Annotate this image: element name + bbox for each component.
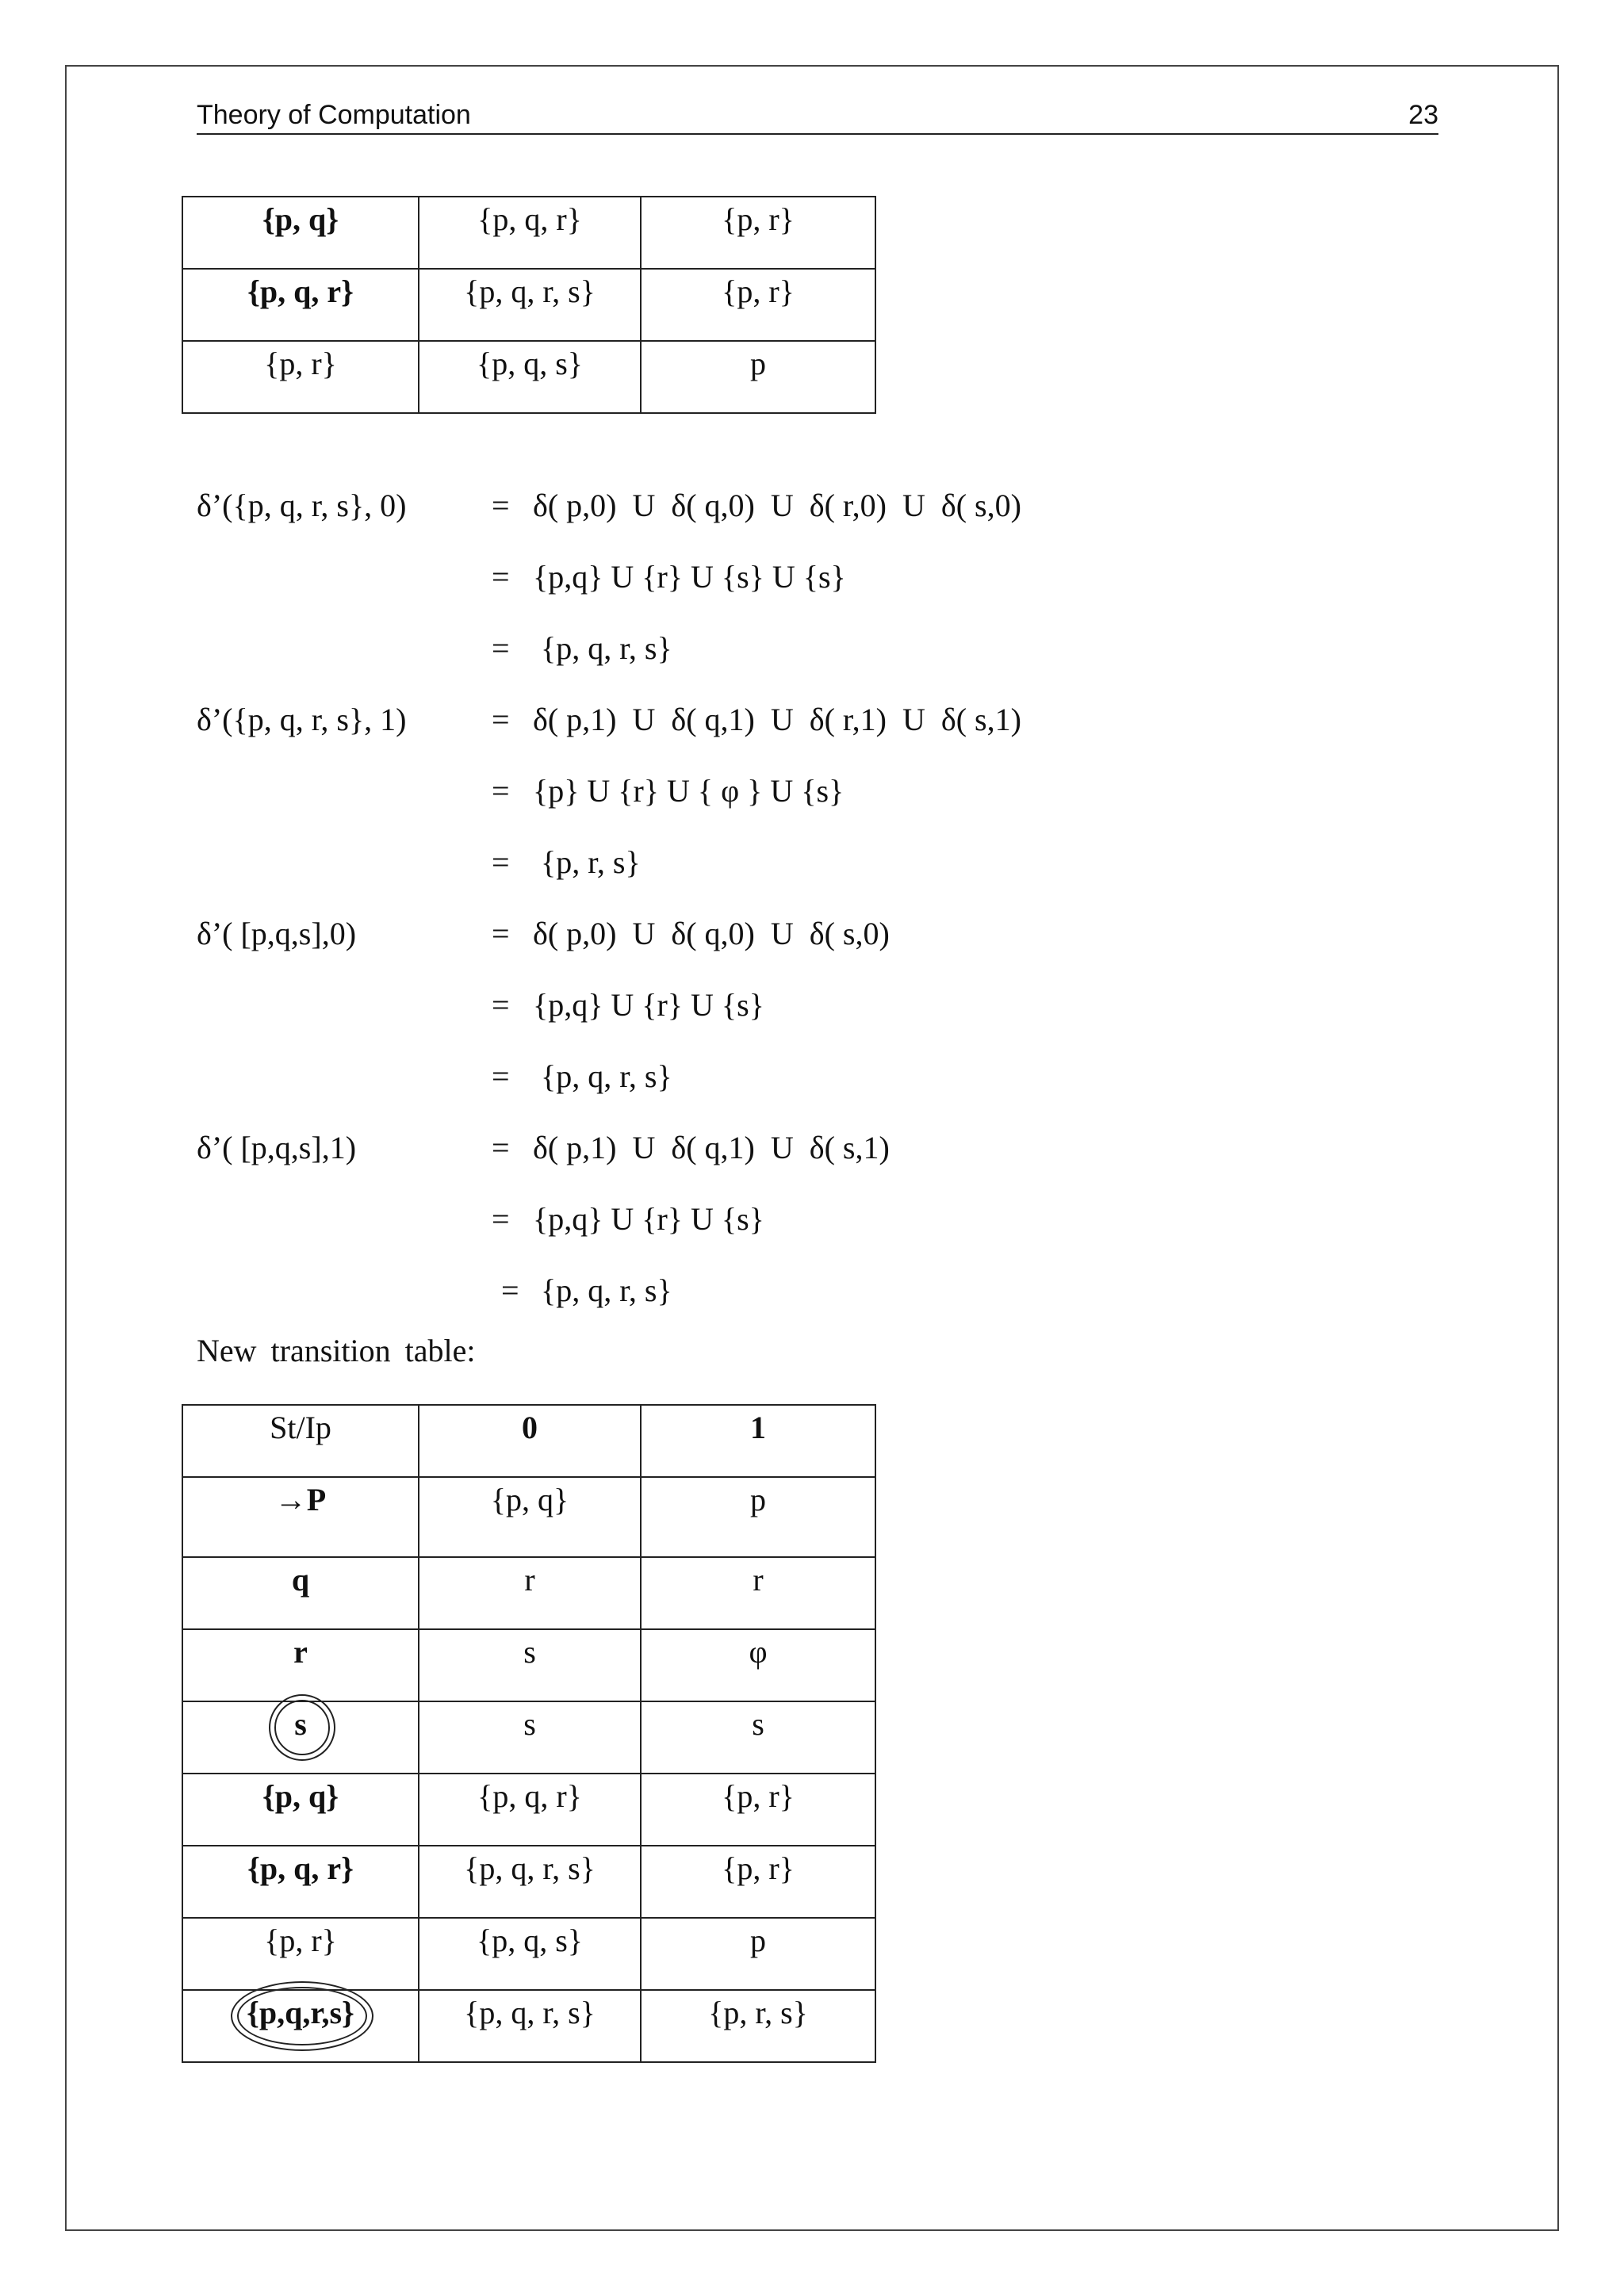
page-number: 23 (1408, 100, 1438, 130)
on0-cell: s (419, 1701, 641, 1774)
on0-cell: {p, q, r} (419, 197, 641, 269)
table-row (182, 269, 875, 341)
on1-cell: s (641, 1701, 875, 1774)
table-row (182, 1846, 875, 1918)
on0-cell: {p, q, r, s} (419, 269, 641, 341)
derivation-step: {p,q} U {r} U {s} (533, 1201, 764, 1237)
on1-cell: p (641, 341, 875, 413)
table-row (182, 341, 875, 413)
derivation-step: δ( p,0) U δ( q,0) U δ( s,0) (533, 916, 890, 951)
on0-cell: {p, q, s} (419, 341, 641, 413)
equals-sign: = (492, 488, 510, 523)
state-cell: {p, r} (182, 341, 419, 413)
header-input-0-cell: 0 (419, 1405, 641, 1477)
on1-cell: p (641, 1477, 875, 1557)
on0-cell: r (419, 1557, 641, 1629)
derivation-step: {p} U {r} U { φ } U {s} (533, 773, 845, 809)
equals-sign: = (501, 1272, 519, 1308)
equals-sign: = (492, 987, 510, 1023)
header-input-1-cell: 1 (641, 1405, 875, 1477)
derivation-step: {p,q} U {r} U {s} U {s} (533, 559, 846, 595)
equals-sign: = (492, 844, 510, 880)
derivation-lhs: δ’({p, q, r, s}, 0) (197, 488, 407, 523)
transition-table-continued (182, 196, 876, 414)
on0-cell: s (419, 1629, 641, 1701)
table-row (182, 1629, 875, 1701)
table-caption: New transition table: (197, 1333, 476, 1368)
on0-cell: {p, q} (419, 1477, 641, 1557)
on0-cell: {p, q, r} (419, 1774, 641, 1846)
derivation-lhs: δ’( [p,q,s],0) (197, 916, 357, 951)
header-state-cell: St/Ip (182, 1405, 419, 1477)
header-title: Theory of Computation (197, 100, 471, 130)
state-cell: q (182, 1557, 419, 1629)
on1-cell: {p, r} (641, 269, 875, 341)
equals-sign: = (492, 702, 510, 737)
equals-sign: = (492, 773, 510, 809)
state-cell: {p, q} (182, 1774, 419, 1846)
on1-cell: φ (641, 1629, 875, 1701)
table-row (182, 1701, 875, 1774)
state-cell: {p, q, r} (182, 1846, 419, 1918)
table-row (182, 197, 875, 269)
table-row (182, 1918, 875, 1990)
derivation-step: {p, r, s} (533, 844, 641, 880)
new-transition-table (182, 1404, 876, 2063)
equals-sign: = (492, 630, 510, 666)
on1-cell: {p, r} (641, 197, 875, 269)
on1-cell: p (641, 1918, 875, 1990)
final-state-marker: s (294, 1706, 307, 1742)
derivation-lhs: δ’( [p,q,s],1) (197, 1130, 357, 1165)
state-cell: {p, q} (182, 197, 419, 269)
derivation-step: δ( p,0) U δ( q,0) U δ( r,0) U δ( s,0) (533, 488, 1021, 523)
on1-cell: r (641, 1557, 875, 1629)
on0-cell: {p, q, r, s} (419, 1846, 641, 1918)
state-cell: r (182, 1629, 419, 1701)
equals-sign: = (492, 1130, 510, 1165)
derivation-lhs: δ’({p, q, r, s}, 1) (197, 702, 407, 737)
state-cell: {p, q, r} (182, 269, 419, 341)
derivation-step: δ( p,1) U δ( q,1) U δ( r,1) U δ( s,1) (533, 702, 1021, 737)
final-state-cell (182, 1701, 419, 1774)
equals-sign: = (492, 559, 510, 595)
running-header (197, 97, 1438, 135)
table-row (182, 1990, 875, 2062)
on1-cell: {p, r} (641, 1846, 875, 1918)
on0-cell: {p, q, s} (419, 1918, 641, 1990)
derivation-step: {p, q, r, s} (533, 1272, 672, 1308)
on1-cell: {p, r, s} (641, 1990, 875, 2062)
derivation-step: {p, q, r, s} (533, 630, 672, 666)
table-row (182, 1774, 875, 1846)
table-header-row (182, 1405, 875, 1477)
equals-sign: = (492, 1058, 510, 1094)
equals-sign: = (492, 916, 510, 951)
table-row (182, 1477, 875, 1557)
derivation-step: {p, q, r, s} (533, 1058, 672, 1094)
on1-cell: {p, r} (641, 1774, 875, 1846)
start-state-cell: →P (182, 1477, 419, 1557)
on0-cell: {p, q, r, s} (419, 1990, 641, 2062)
derivation-step: δ( p,1) U δ( q,1) U δ( s,1) (533, 1130, 890, 1165)
final-state-marker: {p,q,r,s} (247, 1995, 354, 2030)
table-row (182, 1557, 875, 1629)
final-state-cell (182, 1990, 419, 2062)
derivation-step: {p,q} U {r} U {s} (533, 987, 764, 1023)
state-cell: {p, r} (182, 1918, 419, 1990)
equals-sign: = (492, 1201, 510, 1237)
